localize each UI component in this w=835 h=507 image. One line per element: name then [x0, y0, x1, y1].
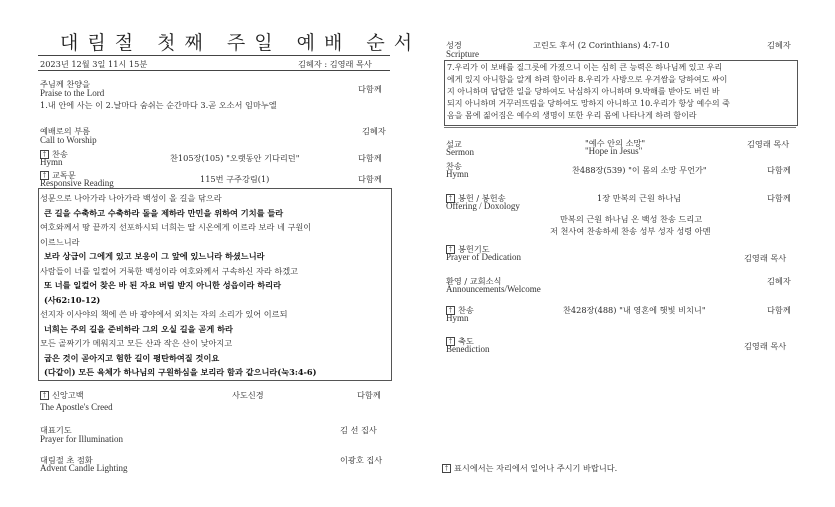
- reading-line: 성문으로 나아가라 나아가라 백성이 올 길을 닦으라: [40, 193, 222, 203]
- reading-line: (다같이) 모든 육체가 하나님의 구원하심을 보리라 함과 같으니라(눅3:4-6): [44, 367, 317, 377]
- announce-ko: 환영 / 교회소식: [446, 276, 502, 286]
- prelude-en: Praise to the Lord: [40, 88, 105, 98]
- hymn-detail: 찬105장(105) "오랫동안 기다리던": [170, 153, 300, 163]
- service-date: 2023년 12월 3일 11시 15분: [40, 59, 148, 69]
- hymn3-who: 다함께: [767, 305, 791, 315]
- dedication-who: 김영래 목사: [744, 253, 787, 263]
- prelude-who: 다함께: [358, 84, 382, 94]
- prelude-ko: 주님께 찬양을: [40, 79, 91, 89]
- sermon-ko: 설교: [446, 139, 462, 149]
- stand-mark-icon: †: [40, 150, 49, 159]
- sermon-title-ko: "예수 안의 소망": [585, 138, 646, 148]
- hymn-label: 찬송: [52, 149, 68, 159]
- doxology-line-2: 저 천사여 찬송하세 찬송 성부 성자 성령 아멘: [550, 226, 711, 236]
- date-rule: [38, 70, 390, 71]
- prayer-ko: 대표기도: [40, 425, 72, 435]
- benediction-en: Benediction: [446, 344, 490, 354]
- dedication-en: Prayer of Dedication: [446, 252, 521, 262]
- stand-mark-icon: †: [40, 391, 49, 400]
- reading-line: 너희는 주의 길을 준비하라 그의 오실 길을 곧게 하라: [44, 323, 233, 334]
- offering-en: Offering / Doxology: [446, 201, 520, 211]
- footnote-text: 표시에서는 자리에서 일어나 주시기 바랍니다.: [454, 463, 618, 473]
- scripture-line: 음을 몸에 짊어짐은 예수의 생명이 또한 우리 몸에 나타나게 하려 함이라: [447, 111, 697, 120]
- creed-label: 신앙고백: [52, 390, 84, 400]
- hymn2-detail: 찬488장(539) "이 몸의 소망 무언가": [572, 165, 707, 175]
- sermon-title-en: "Hope in Jesus": [585, 146, 643, 156]
- dedication-label: 봉헌기도: [458, 244, 490, 254]
- reading-line: 또 너를 일컬어 찾은 바 된 자요 버림 받지 아니한 성읍이라 하리라: [44, 280, 281, 290]
- creed-detail: 사도신경: [232, 390, 264, 400]
- scripture-line: 지 아니하며 답답한 일을 당하여도 낙심하지 아니하며 9.박해를 받아도 버린 바: [447, 87, 720, 96]
- reading-line: 선지자 이사야의 책에 쓴 바 광야에서 외치는 자의 소리가 있어 이르되: [40, 309, 288, 319]
- presider: 김헤자 : 김영래 목사: [298, 59, 372, 69]
- footnote: [442, 463, 617, 474]
- stand-mark-icon: †: [40, 171, 49, 180]
- creed-en: The Apostle's Creed: [40, 402, 113, 412]
- prayer-en: Prayer for Illumination: [40, 434, 123, 444]
- candle-ko: 대림절 초 점화: [40, 455, 93, 465]
- doxology-line-1: 만복의 근원 하나님 온 백성 찬송 드리고: [560, 214, 703, 224]
- stand-mark-icon: †: [442, 464, 451, 473]
- stand-mark-icon: †: [446, 194, 455, 203]
- hymn-en: Hymn: [40, 157, 63, 167]
- offering-detail: 1장 만복의 근원 하나님: [597, 193, 682, 203]
- reading-line: 사람들이 너를 일컬어 거룩한 백성이라 여호와께서 구속하신 자라 하겠고: [40, 265, 299, 276]
- hymn2-ko: 찬송: [446, 161, 462, 171]
- prayer-who: 김 선 집사: [340, 425, 377, 435]
- announce-who: 김혜자: [767, 276, 791, 286]
- stand-mark-icon: †: [446, 306, 455, 315]
- reading-en: Responsive Reading: [40, 178, 114, 188]
- sermon-who: 김영래 목사: [747, 139, 790, 149]
- scripture-line: 7.우리가 이 보배를 질그릇에 가졌으니 이는 심히 큰 능력은 하나님께 있고 우리: [447, 63, 723, 72]
- creed-who: 다함께: [357, 390, 381, 400]
- hymn2-en: Hymn: [446, 169, 469, 179]
- scripture-line: 에게 있지 아니함을 알게 하려 함이라 8.우리가 사방으로 우겨쌈을 당하여도 싸이: [447, 75, 728, 84]
- hymn3-en: Hymn: [446, 313, 469, 323]
- reading-label: 교독문: [52, 170, 76, 180]
- candle-en: Advent Candle Lighting: [40, 463, 128, 473]
- hymn-who: 다함께: [358, 153, 382, 163]
- prelude-songs: 1.내 안에 사는 이 2.날마다 숨쉬는 순간마다 3.곧 오소서 임마누엘: [40, 100, 277, 110]
- hymn2-who: 다함께: [767, 165, 791, 175]
- candle-who: 이광호 집사: [340, 455, 383, 465]
- hymn3-detail: 찬428장(488) "내 영혼에 햇빛 비치니": [563, 305, 706, 315]
- benediction-who: 김영래 목사: [744, 341, 787, 351]
- call-ko: 예배로의 부름: [40, 126, 91, 136]
- offering-label: 봉헌 / 봉헌송: [458, 193, 506, 203]
- call-who: 김혜자: [362, 126, 386, 136]
- reading-who: 다함께: [358, 174, 382, 184]
- sermon-en: Sermon: [446, 147, 474, 157]
- scripture-line: 되지 아니하며 거꾸러뜨림을 당하여도 망하지 아니하고 10.우리가 항상 예수의 죽: [447, 99, 730, 108]
- reading-text: [40, 191, 388, 380]
- scripture-who: 김혜자: [767, 40, 791, 50]
- reading-line: 이르느니라: [40, 236, 80, 247]
- hymn3-label: 찬송: [458, 305, 474, 315]
- offering-who: 다함께: [767, 193, 791, 203]
- page-title: 대림절 첫째 주일 예배 순서: [60, 32, 422, 54]
- stand-mark-icon: †: [446, 245, 455, 254]
- reading-line: 여호와께서 땅 끝까지 선포하시되 너희는 딸 시온에게 이르라 보라 네 구원이: [40, 222, 312, 232]
- reading-line: 큰 길을 수축하고 수축하라 돌을 제하라 만민을 위하여 기치를 들라: [44, 207, 284, 218]
- reading-detail: 115번 구주강림(1): [200, 174, 270, 184]
- benediction-label: 축도: [458, 336, 474, 346]
- reading-line: (사62:10-12): [44, 294, 101, 305]
- call-en: Call to Worship: [40, 135, 97, 145]
- title-rule: [38, 55, 390, 56]
- creed-ko: [40, 390, 84, 401]
- scripture-en: Scripture: [446, 49, 479, 59]
- scripture-detail: 고린도 후서 (2 Corinthians) 4:7-10: [533, 40, 670, 50]
- announce-en: Announcements/Welcome: [446, 284, 541, 294]
- scripture-text: [447, 62, 793, 122]
- reading-line: 굽은 것이 곧아지고 험한 길이 평탄하여질 것이요: [44, 352, 220, 363]
- scripture-ko: 성경: [446, 40, 462, 50]
- stand-mark-icon: †: [446, 337, 455, 346]
- scripture-rule: [444, 127, 796, 128]
- reading-line: 모든 골짜기가 메워지고 모든 산과 작은 산이 낮아지고: [40, 338, 233, 348]
- reading-line: 보라 상급이 그에게 있고 보응이 그 앞에 있느니라 하셨느니라: [44, 251, 265, 261]
